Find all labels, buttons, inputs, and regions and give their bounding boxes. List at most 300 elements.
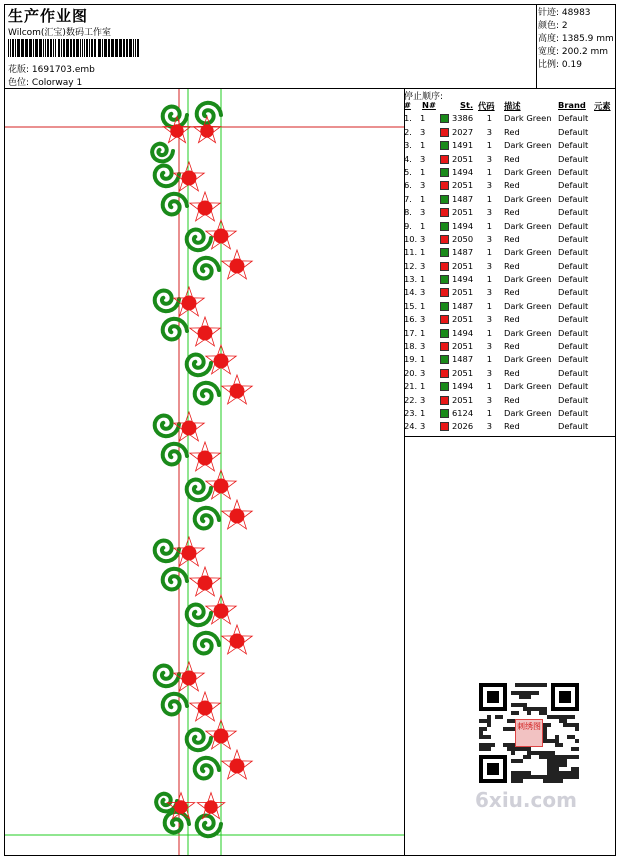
- cell-idx: 21.: [404, 381, 418, 392]
- barcode-bar: [58, 39, 60, 57]
- cell-desc: Red: [504, 287, 520, 298]
- flower-motif: [190, 567, 220, 596]
- barcode-bar: [10, 39, 11, 57]
- barcode: [8, 39, 140, 57]
- qr-module: [551, 755, 555, 759]
- qr-module: [555, 715, 559, 719]
- qr-module: [507, 727, 511, 731]
- swirl-left: [163, 694, 187, 715]
- color-swatch: [440, 235, 449, 244]
- barcode-bar: [104, 39, 107, 57]
- cell-idx: 10.: [404, 233, 418, 244]
- column-header: 元素: [594, 101, 611, 111]
- stat-row: [538, 44, 608, 57]
- qr-module: [555, 771, 559, 775]
- qr-module: [543, 731, 547, 735]
- qr-module: [527, 695, 531, 699]
- qr-module: [503, 743, 507, 747]
- qr-module: [555, 759, 559, 763]
- qr-module: [487, 747, 491, 751]
- qr-module: [487, 723, 491, 727]
- cell-n: 1: [420, 220, 426, 231]
- qr-module: [523, 683, 527, 687]
- flower-motif: [174, 412, 204, 441]
- qr-module: [563, 759, 567, 763]
- table-row: [404, 247, 616, 260]
- cell-n: 1: [420, 407, 426, 418]
- color-swatch: [440, 222, 449, 231]
- barcode-bar: [94, 39, 96, 57]
- cell-brand: Default: [558, 260, 589, 271]
- cell-brand: Default: [558, 207, 589, 218]
- qr-module: [547, 739, 551, 743]
- qr-module: [539, 775, 543, 779]
- cell-code: 3: [486, 207, 492, 218]
- cell-idx: 11.: [404, 247, 418, 258]
- cell-desc: Red: [504, 314, 520, 325]
- swirl-left: [163, 569, 187, 590]
- barcode-bar: [39, 39, 42, 57]
- color-swatch: [440, 141, 449, 150]
- color-swatch: [440, 288, 449, 297]
- qr-module: [483, 735, 487, 739]
- barcode-bar: [123, 39, 125, 57]
- qr-module: [543, 775, 547, 779]
- cell-idx: 16.: [404, 314, 418, 325]
- flower-motif: [174, 537, 204, 566]
- qr-module: [507, 747, 511, 751]
- color-swatch: [440, 315, 449, 324]
- column-header: 代码: [478, 101, 495, 111]
- cell-desc: Red: [504, 126, 520, 137]
- qr-module: [515, 711, 519, 715]
- flower-motif: [174, 662, 204, 691]
- cell-desc: Dark Green: [504, 193, 552, 204]
- qr-module: [551, 763, 555, 767]
- cell-brand: Default: [558, 247, 589, 258]
- page-title: 生产作业图: [8, 7, 89, 25]
- qr-module: [507, 743, 511, 747]
- qr-module: [559, 755, 563, 759]
- table-row: [404, 154, 616, 167]
- swirl-left: [155, 166, 179, 187]
- qr-module: [539, 751, 543, 755]
- cell-code: 3: [486, 126, 492, 137]
- cell-st: 2027: [452, 126, 474, 137]
- swirl-left: [155, 666, 179, 687]
- table-row: [404, 421, 616, 434]
- cell-idx: 1.: [404, 113, 412, 124]
- color-swatch: [440, 369, 449, 378]
- color-swatch: [440, 382, 449, 391]
- cell-desc: Red: [504, 421, 520, 432]
- barcode-bar: [47, 39, 49, 57]
- qr-module: [527, 707, 531, 711]
- qr-module: [555, 775, 559, 779]
- stat-label: 高度:: [538, 34, 560, 44]
- cell-brand: Default: [558, 166, 589, 177]
- cell-n: 1: [420, 354, 426, 365]
- table-row: [404, 140, 616, 153]
- qr-module: [535, 775, 539, 779]
- qr-module: [555, 779, 559, 783]
- cell-n: 1: [420, 274, 426, 285]
- stat-row: [538, 57, 582, 70]
- cell-brand: Default: [558, 153, 589, 164]
- qr-module: [531, 775, 535, 779]
- cell-code: 3: [486, 394, 492, 405]
- cell-idx: 15.: [404, 300, 418, 311]
- cell-n: 1: [420, 247, 426, 258]
- color-swatch: [440, 128, 449, 137]
- cell-st: 1487: [452, 354, 474, 365]
- qr-module: [555, 739, 559, 743]
- column-header: N#: [422, 100, 436, 110]
- table-row: [404, 207, 616, 220]
- color-swatch: [440, 195, 449, 204]
- color-swatch: [440, 248, 449, 257]
- table-row: [404, 328, 616, 341]
- qr-module: [547, 775, 551, 779]
- qr-module: [543, 711, 547, 715]
- qr-module: [555, 763, 559, 767]
- color-swatch: [440, 409, 449, 418]
- qr-module: [563, 715, 567, 719]
- qr-module: [563, 763, 567, 767]
- color-swatch: [440, 114, 449, 123]
- cell-idx: 9.: [404, 220, 412, 231]
- cell-code: 1: [486, 407, 492, 418]
- embroidery-motifs: [152, 103, 252, 836]
- qr-module: [543, 727, 547, 731]
- flower-motif: [222, 500, 252, 529]
- design-file-value: 1691703.emb: [31, 65, 95, 75]
- qr-stamp: 刺绣图: [515, 719, 543, 747]
- qr-module: [547, 715, 551, 719]
- cell-code: 1: [486, 247, 492, 258]
- color-swatch: [440, 355, 449, 364]
- table-row: [404, 408, 616, 421]
- cell-n: 1: [420, 381, 426, 392]
- qr-module: [527, 751, 531, 755]
- cell-brand: Default: [558, 341, 589, 352]
- color-swatch: [440, 208, 449, 217]
- cell-brand: Default: [558, 193, 589, 204]
- barcode-bar: [102, 39, 103, 57]
- cell-desc: Red: [504, 367, 520, 378]
- cell-st: 1494: [452, 274, 474, 285]
- qr-module: [531, 751, 535, 755]
- flower-motif: [222, 750, 252, 779]
- barcode-bar: [115, 39, 118, 57]
- qr-module: [527, 755, 531, 759]
- qr-module: [511, 775, 515, 779]
- cell-idx: 4.: [404, 153, 412, 164]
- cell-idx: 6.: [404, 180, 412, 191]
- qr-module: [519, 747, 523, 751]
- table-row: [404, 341, 616, 354]
- cell-st: 1487: [452, 300, 474, 311]
- cell-st: 2051: [452, 153, 474, 164]
- cell-brand: Default: [558, 180, 589, 191]
- swirl-top: [197, 103, 221, 124]
- qr-module: [551, 751, 555, 755]
- table-row: [404, 354, 616, 367]
- swirl-left: [152, 144, 173, 162]
- qr-module: [535, 683, 539, 687]
- qr-module: [523, 691, 527, 695]
- barcode-bar: [61, 39, 62, 57]
- qr-module: [571, 767, 575, 771]
- qr-module: [515, 747, 519, 751]
- swirl-left: [163, 444, 187, 465]
- qr-module: [543, 751, 547, 755]
- qr-module: [539, 755, 543, 759]
- qr-module: [567, 755, 571, 759]
- cell-n: 1: [420, 300, 426, 311]
- cell-st: 1494: [452, 166, 474, 177]
- cell-st: 2050: [452, 233, 474, 244]
- qr-module: [523, 755, 527, 759]
- cell-brand: Default: [558, 113, 589, 124]
- cell-st: 2051: [452, 287, 474, 298]
- qr-module: [527, 683, 531, 687]
- barcode-bar: [129, 39, 132, 57]
- flower-motif: [174, 162, 204, 191]
- qr-module: [519, 683, 523, 687]
- cell-idx: 14.: [404, 287, 418, 298]
- table-row: [404, 113, 616, 126]
- qr-module: [551, 779, 555, 783]
- cell-st: 1487: [452, 247, 474, 258]
- cell-code: 3: [486, 233, 492, 244]
- cell-brand: Default: [558, 233, 589, 244]
- cell-idx: 2.: [404, 126, 412, 137]
- cell-code: 1: [486, 354, 492, 365]
- qr-module: [571, 775, 575, 779]
- barcode-bar: [76, 39, 79, 57]
- barcode-bar: [63, 39, 65, 57]
- qr-module: [563, 723, 567, 727]
- table-row: [404, 287, 616, 300]
- stop-sequence-title: 停止顺序:: [404, 92, 444, 102]
- cell-code: 1: [486, 113, 492, 124]
- qr-module: [523, 771, 527, 775]
- qr-module: [571, 715, 575, 719]
- qr-module: [547, 755, 551, 759]
- design-file-label: 花版:: [8, 65, 30, 75]
- colorway-label: 色位:: [8, 78, 30, 88]
- barcode-bar: [53, 39, 54, 57]
- table-row: [404, 234, 616, 247]
- qr-module: [487, 743, 491, 747]
- cell-n: 3: [420, 287, 426, 298]
- qr-module: [559, 779, 563, 783]
- cell-brand: Default: [558, 287, 589, 298]
- qr-module: [555, 743, 559, 747]
- qr-module: [543, 779, 547, 783]
- cell-brand: Default: [558, 274, 589, 285]
- qr-module: [519, 703, 523, 707]
- qr-finder: [487, 691, 499, 703]
- cell-code: 1: [486, 220, 492, 231]
- table-bottom-line: [404, 436, 616, 437]
- qr-module: [563, 775, 567, 779]
- cell-n: 3: [420, 153, 426, 164]
- qr-module: [543, 723, 547, 727]
- barcode-bar: [111, 39, 114, 57]
- qr-module: [515, 779, 519, 783]
- stat-label: 针迹:: [538, 8, 560, 18]
- qr-module: [515, 759, 519, 763]
- qr-module: [563, 771, 567, 775]
- cell-code: 1: [486, 193, 492, 204]
- cell-brand: Default: [558, 421, 589, 432]
- cell-brand: Default: [558, 394, 589, 405]
- barcode-bar: [8, 39, 9, 57]
- barcode-bar: [119, 39, 122, 57]
- qr-module: [511, 747, 515, 751]
- qr-module: [567, 715, 571, 719]
- barcode-bar: [12, 39, 14, 57]
- cell-idx: 23.: [404, 407, 418, 418]
- qr-module: [575, 755, 579, 759]
- color-swatch: [440, 302, 449, 311]
- qr-module: [479, 743, 483, 747]
- qr-module: [543, 755, 547, 759]
- swirl-bottom: [165, 812, 189, 833]
- qr-module: [495, 715, 499, 719]
- qr-module: [511, 691, 515, 695]
- cell-st: 2051: [452, 314, 474, 325]
- cell-st: 1494: [452, 381, 474, 392]
- barcode-bar: [135, 39, 136, 57]
- qr-module: [519, 759, 523, 763]
- flower-motif: [190, 692, 220, 721]
- qr-module: [567, 771, 571, 775]
- qr-module: [511, 771, 515, 775]
- qr-module: [543, 735, 547, 739]
- cell-code: 3: [486, 287, 492, 298]
- qr-module: [519, 779, 523, 783]
- qr-module: [551, 775, 555, 779]
- cell-n: 3: [420, 233, 426, 244]
- color-swatch: [440, 168, 449, 177]
- swirl-left: [163, 194, 187, 215]
- cell-st: 1491: [452, 140, 474, 151]
- colorway-value: Colorway 1: [31, 78, 83, 88]
- table-row: [404, 395, 616, 408]
- qr-module: [551, 715, 555, 719]
- cell-st: 2051: [452, 341, 474, 352]
- barcode-bar: [35, 39, 38, 57]
- cell-idx: 8.: [404, 207, 412, 218]
- table-row: [404, 301, 616, 314]
- qr-module: [555, 735, 559, 739]
- table-row: [404, 167, 616, 180]
- barcode-bar: [50, 39, 52, 57]
- flower-motif: [190, 317, 220, 346]
- stat-row: [538, 31, 614, 44]
- cell-desc: Dark Green: [504, 381, 552, 392]
- color-swatch: [440, 262, 449, 271]
- cell-n: 3: [420, 260, 426, 271]
- cell-code: 3: [486, 153, 492, 164]
- barcode-bar: [21, 39, 24, 57]
- qr-module: [551, 759, 555, 763]
- stop-sequence-table: [404, 100, 616, 435]
- stat-label: 比例:: [538, 60, 560, 70]
- qr-module: [543, 683, 547, 687]
- qr-module: [487, 719, 491, 723]
- cell-desc: Red: [504, 207, 520, 218]
- barcode-bar: [29, 39, 32, 57]
- qr-module: [479, 731, 483, 735]
- barcode-bar: [43, 39, 44, 57]
- cell-n: 1: [420, 327, 426, 338]
- table-row: [404, 274, 616, 287]
- barcode-bar: [73, 39, 75, 57]
- table-row: [404, 180, 616, 193]
- barcode-bar: [86, 39, 88, 57]
- qr-module: [567, 775, 571, 779]
- cell-st: 2051: [452, 207, 474, 218]
- qr-module: [527, 771, 531, 775]
- qr-module: [491, 743, 495, 747]
- table-row: [404, 381, 616, 394]
- barcode-bar: [98, 39, 101, 57]
- qr-module: [515, 771, 519, 775]
- cell-n: 3: [420, 394, 426, 405]
- qr-finder: [559, 691, 571, 703]
- table-row: [404, 127, 616, 140]
- cell-n: 3: [420, 421, 426, 432]
- qr-module: [547, 779, 551, 783]
- cell-n: 3: [420, 180, 426, 191]
- cell-desc: Dark Green: [504, 327, 552, 338]
- cell-brand: Default: [558, 126, 589, 137]
- cell-code: 1: [486, 166, 492, 177]
- color-swatch: [440, 275, 449, 284]
- qr-module: [499, 715, 503, 719]
- cell-desc: Dark Green: [504, 407, 552, 418]
- qr-module: [483, 727, 487, 731]
- cell-n: 3: [420, 367, 426, 378]
- swirl-left: [155, 416, 179, 437]
- stat-value: 200.2 mm: [559, 47, 609, 57]
- qr-module: [563, 755, 567, 759]
- qr-module: [527, 775, 531, 779]
- qr-module: [523, 695, 527, 699]
- cell-n: 1: [420, 166, 426, 177]
- cell-desc: Dark Green: [504, 247, 552, 258]
- barcode-bar: [137, 39, 139, 57]
- qr-module: [511, 703, 515, 707]
- qr-module: [575, 771, 579, 775]
- barcode-bar: [33, 39, 34, 57]
- qr-module: [547, 763, 551, 767]
- cell-idx: 12.: [404, 260, 418, 271]
- cell-idx: 20.: [404, 367, 418, 378]
- cell-brand: Default: [558, 381, 589, 392]
- qr-module: [571, 723, 575, 727]
- qr-module: [567, 723, 571, 727]
- qr-module: [523, 775, 527, 779]
- qr-module: [559, 715, 563, 719]
- cell-brand: Default: [558, 140, 589, 151]
- qr-module: [483, 747, 487, 751]
- qr-module: [487, 735, 491, 739]
